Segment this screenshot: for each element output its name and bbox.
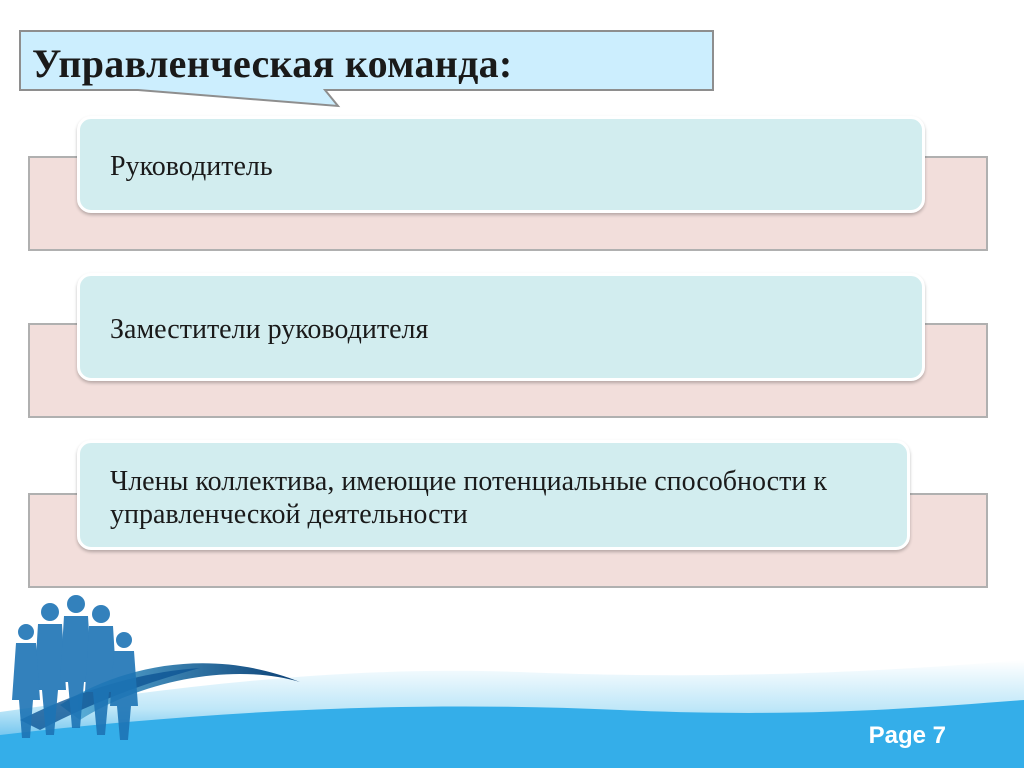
row-card-1 <box>77 116 925 213</box>
row-card-3 <box>77 440 910 550</box>
row-card-1-text: Руководитель <box>110 151 273 182</box>
row-card-2 <box>77 273 925 381</box>
page-number: Page 7 <box>868 722 946 749</box>
row-card-3-text: Члены коллектива, имеющие потенциальные способности к управленческой деятельности <box>110 466 827 530</box>
slide-title: Управленческая команда: <box>32 41 513 86</box>
row-card-2-text: Заместители руководителя <box>110 314 429 345</box>
